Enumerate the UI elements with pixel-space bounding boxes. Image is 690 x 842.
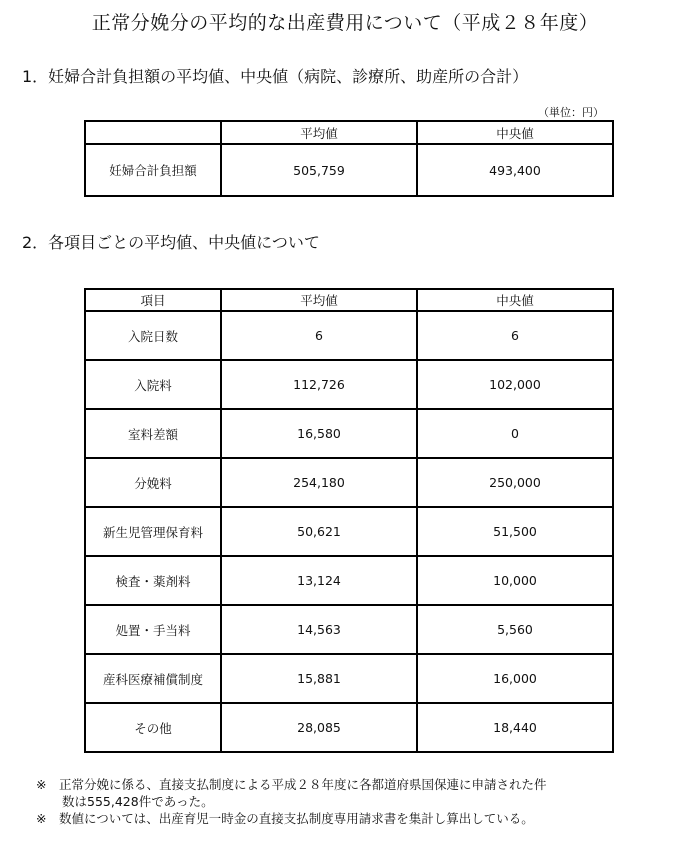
unit-label: （単位：円） (538, 106, 604, 119)
row-mean: 254,180 (221, 458, 417, 507)
row-median: 16,000 (417, 654, 613, 703)
row-label: 分娩料 (85, 458, 221, 507)
footnotes (36, 776, 656, 827)
item-breakdown-table (84, 288, 614, 753)
table-row (85, 458, 613, 507)
row-mean: 50,621 (221, 507, 417, 556)
row-label: その他 (85, 703, 221, 752)
header-cell-mean: 平均値 (221, 289, 417, 311)
header-cell-item: 項目 (85, 289, 221, 311)
table-row (85, 507, 613, 556)
row-median: 5,560 (417, 605, 613, 654)
section2-heading: 2．各項目ごとの平均値、中央値について (22, 233, 320, 252)
table-header-row (85, 121, 613, 144)
row-label: 入院料 (85, 360, 221, 409)
total-burden-table (84, 120, 614, 197)
note-1-continued: 数は555,428件であった。 (62, 794, 214, 809)
row-median: 51,500 (417, 507, 613, 556)
table-row (85, 409, 613, 458)
note-1: ※ 正常分娩に係る、直接支払制度による平成２８年度に各都道府県国保連に申請された件 (36, 777, 547, 792)
row-median: 6 (417, 311, 613, 360)
row-mean: 28,085 (221, 703, 417, 752)
row-mean: 15,881 (221, 654, 417, 703)
table-row (85, 144, 613, 196)
table-row (85, 556, 613, 605)
table-row (85, 703, 613, 752)
row-median: 493,400 (417, 144, 613, 196)
row-mean: 112,726 (221, 360, 417, 409)
header-cell-median: 中央値 (417, 121, 613, 144)
row-mean: 14,563 (221, 605, 417, 654)
row-label: 入院日数 (85, 311, 221, 360)
header-cell-mean: 平均値 (221, 121, 417, 144)
row-label: 産科医療補償制度 (85, 654, 221, 703)
row-label: 検査・薬剤料 (85, 556, 221, 605)
table-row (85, 654, 613, 703)
table-row (85, 311, 613, 360)
row-label: 処置・手当料 (85, 605, 221, 654)
row-median: 102,000 (417, 360, 613, 409)
row-median: 10,000 (417, 556, 613, 605)
row-label: 室料差額 (85, 409, 221, 458)
row-label: 妊婦合計負担額 (85, 144, 221, 196)
header-cell-median: 中央値 (417, 289, 613, 311)
row-mean: 13,124 (221, 556, 417, 605)
row-mean: 505,759 (221, 144, 417, 196)
row-mean: 16,580 (221, 409, 417, 458)
row-median: 18,440 (417, 703, 613, 752)
note-2: ※ 数値については、出産育児一時金の直接支払制度専用請求書を集計し算出している。 (36, 811, 534, 826)
page-title: 正常分娩分の平均的な出産費用について（平成２８年度） (91, 12, 599, 34)
table-row (85, 605, 613, 654)
section1-heading: 1．妊婦合計負担額の平均値、中央値（病院、診療所、助産所の合計） (22, 67, 529, 86)
table-row (85, 360, 613, 409)
row-median: 250,000 (417, 458, 613, 507)
row-mean: 6 (221, 311, 417, 360)
row-median: 0 (417, 409, 613, 458)
header-cell-item (85, 121, 221, 144)
row-label: 新生児管理保育料 (85, 507, 221, 556)
table-header-row (85, 289, 613, 311)
